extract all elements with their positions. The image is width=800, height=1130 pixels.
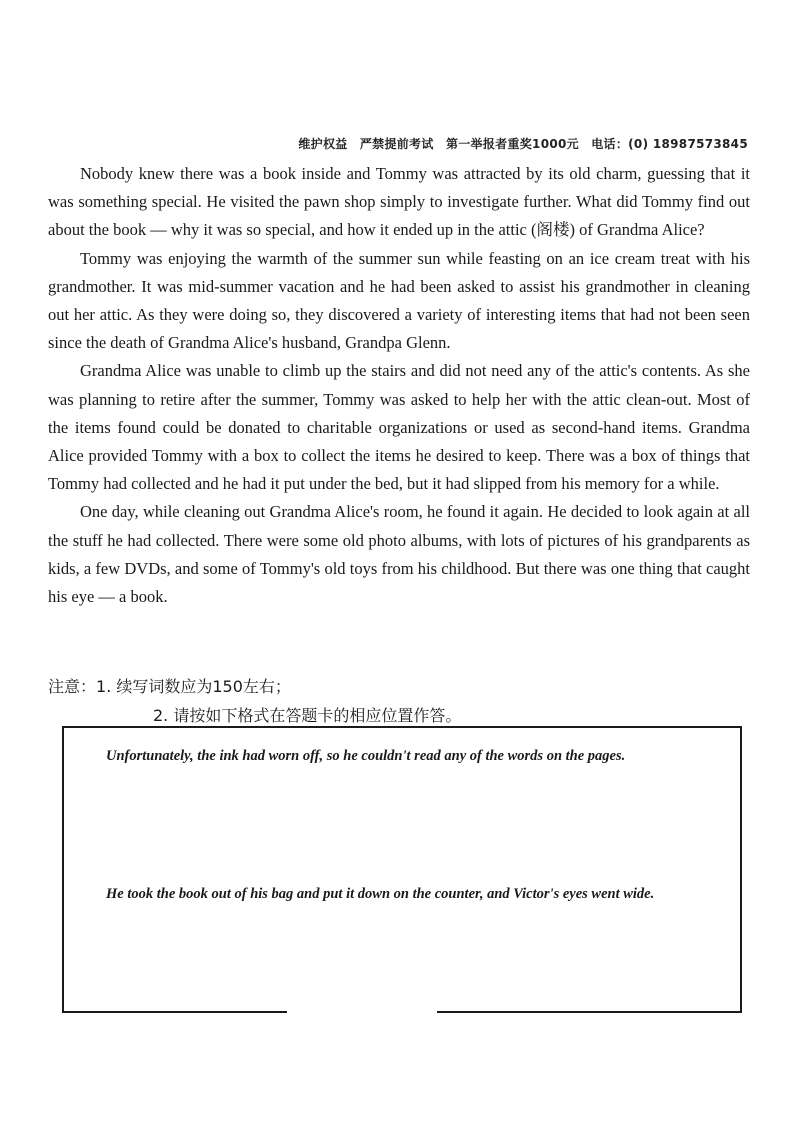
paragraph-4: One day, while cleaning out Grandma Alice's room, he found it again. He decided to look again at all the stuff he had collected. There were some old photo albums, with lots of pictures of his grandparents as kids, a few DVDs, and some of Tommy's old toys from his childhood. But there was one thing that caught his eye — a book. (48, 502, 750, 607)
instruction-row-1 (48, 672, 750, 701)
story-text (48, 160, 750, 611)
paragraph-3: Grandma Alice was unable to climb up the stairs and did not need any of the attic's contents. As she was planning to retire after the summer, Tommy was asked to help her with the attic clean-out. Most of the items found could be donated to charitable organizations or used as second-hand items. Grandma Alice provided Tommy with a box to collect the items he desired to keep. There was a box of things that Tommy had collected and he had it put under the bed, but it had slipped from his memory for a while. (48, 361, 750, 494)
header-note: 维护权益 严禁提前考试 第一举报者重奖1000元 电话：(0) 18987573845 (298, 137, 748, 151)
instruction-label: 注意： (48, 677, 97, 696)
instruction-item-1: 1. 续写词数应为150左右； (96, 677, 291, 696)
paragraph-2: Tommy was enjoying the warmth of the summer sun while feasting on an ice cream treat with his grandmother. It was mid-summer vacation and he had been asked to assist his grandmother in cleaning out her attic. As they were doing so, they discovered a variety of interesting items that had not been seen since the death of Grandma Alice's husband, Grandpa Glenn. (48, 248, 750, 353)
instructions (48, 672, 750, 730)
paragraph-1: Nobody knew there was a book inside and Tommy was attracted by its old charm, guessing that it was something special. He visited the pawn shop simply to investigate further. What did Tommy find out about the book — why it was so special, and how it ended up in the attic (阁楼) of Grandma Alice? (48, 164, 750, 240)
continuation-prompt-2: He took the book out of his bag and put it down on the counter, and Victor's eyes went wide. (106, 886, 655, 902)
answer-box (62, 726, 742, 1013)
border-gap (287, 1009, 437, 1014)
continuation-prompt-1: Unfortunately, the ink had worn off, so he couldn't read any of the words on the pages. (106, 748, 626, 764)
instruction-item-2: 2. 请按如下格式在答题卡的相应位置作答。 (153, 706, 462, 725)
